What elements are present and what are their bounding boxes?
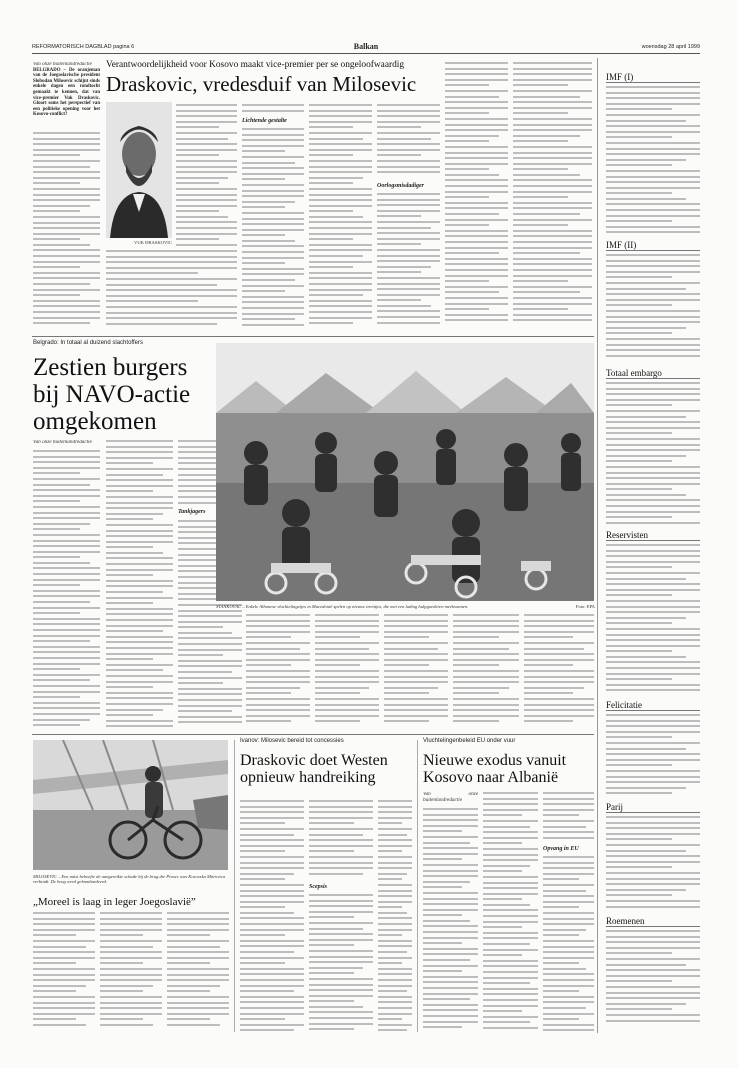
article5-text-col3a <box>543 792 594 842</box>
brief-title: Totaal embargo <box>606 368 700 379</box>
brief-reservisten <box>606 530 700 694</box>
article1-text-col3b <box>242 128 304 328</box>
article1-headline: Draskovic, vredesduif van Milosevic <box>106 72 417 96</box>
article3-photo-caption: MILOSEVIC – Een mùsi behoefte de aangereikte schade bij de brug die Prosec was Kosovska Mitrovica verbindt. De brug werd gebombardeerd. <box>33 874 226 885</box>
brief-title: IMF (I) <box>606 72 700 83</box>
article2-subhead: Tankjagers <box>178 509 206 515</box>
brief-title: Reservisten <box>606 530 700 541</box>
article2-text-col6 <box>384 614 448 728</box>
news-briefs-sidebar <box>597 58 701 1033</box>
article5-section-label: Vluchtelingenbeleid EU onder vuur <box>423 738 516 744</box>
article2-text-col7 <box>453 614 519 728</box>
article5-kicker: Van onze buitenlandredactie <box>423 792 478 803</box>
brief-felicitatie <box>606 700 700 798</box>
column-rule <box>234 740 235 1032</box>
brief-imf-2 <box>606 240 700 362</box>
article2-kicker: Van onze buitenlandredactie <box>33 440 92 445</box>
article4-text-col2b <box>309 894 373 1032</box>
article1-subhead-2: Oorlogsmisdadiger <box>377 183 425 189</box>
brief-text <box>606 714 700 798</box>
masthead-left: REFORMATORISCH DAGBLAD pagina 6 <box>32 44 135 50</box>
article4-text-col2a <box>309 800 373 880</box>
cyclist-bridge-photo <box>33 740 228 870</box>
brief-text <box>606 382 700 526</box>
article1-text-col5b <box>377 193 440 328</box>
article1-text-col2a <box>176 104 237 246</box>
article3-headline: „Moreel is laag in leger Joegoslavië” <box>33 896 196 908</box>
article2-text-col1 <box>33 450 100 728</box>
refugee-children-photo <box>216 343 594 601</box>
article5-subhead: Opvang in EU <box>543 846 579 852</box>
article5-text-col2 <box>483 792 538 1032</box>
brief-text <box>606 544 700 694</box>
brief-title: Parij <box>606 802 700 813</box>
divider <box>32 336 594 337</box>
article1-text-col6 <box>445 62 508 328</box>
article1-text-col2b <box>106 250 237 328</box>
article1-text-col4 <box>309 104 372 328</box>
article1-photo-caption: VUK DRASKOVIC <box>134 240 172 245</box>
divider <box>32 734 594 735</box>
article1-subhead-1: Lichtende gestalte <box>242 118 287 124</box>
article2-headline: Zestien burgers bij NAVO-actie omgekomen <box>33 354 191 435</box>
article4-headline: Draskovic doet Westen opnieuw handreiking <box>240 752 388 786</box>
article3-text-col3 <box>167 912 229 1032</box>
brief-title: Roemenen <box>606 916 700 927</box>
article4-subhead: Scepsis <box>309 884 327 890</box>
article3-text-col1 <box>33 912 95 1032</box>
brief-text <box>606 930 700 1026</box>
column-rule <box>417 740 418 1032</box>
article1-text-col3a <box>242 104 304 116</box>
article1-deck: Verantwoordelijkheid voor Kosovo maakt vice-premier per se ongeloofwaardig <box>106 60 405 70</box>
article2-text-col2 <box>106 440 173 728</box>
article5-kicker-block <box>423 792 478 803</box>
article2-text-col8 <box>524 614 594 728</box>
masthead-date: woensdag 28 april 1999 <box>641 44 700 50</box>
masthead <box>32 42 700 54</box>
article2-photo-caption: STANKOVAC – Enkele Albanese vluchtelingetjes in Macedonië spelen op nieuwe treintjes, die met een lading hulpgoederen meekwamen. <box>216 604 469 609</box>
brief-title: IMF (II) <box>606 240 700 251</box>
article2-kicker-block <box>33 440 100 446</box>
article3-text-col2 <box>100 912 162 1032</box>
article5-text-col3b <box>543 856 594 1032</box>
brief-title: Felicitatie <box>606 700 700 711</box>
article5-headline: Nieuwe exodus vanuit Kosovo naar Albanië <box>423 752 567 786</box>
brief-embargo <box>606 368 700 526</box>
article1-kicker: Van onze buitenlandredactie <box>33 62 92 67</box>
brief-text <box>606 86 700 236</box>
brief-text <box>606 254 700 362</box>
brief-roemenen <box>606 916 700 1026</box>
brief-text <box>606 816 700 912</box>
brief-imf-1 <box>606 72 700 236</box>
brief-parij <box>606 802 700 912</box>
article2-text-col4 <box>246 614 310 728</box>
article1-lede: BELGRADO – De oranjeman van de Joegoslavische president Slobodan Milosevic schijnt sinds enkele dagen een rondtocht gemaakt te kennen, dat van vice-premier Vuk Draskovic. Gloort soms het perspectief van een politieke opening voor het Kosovo-conflict? <box>33 67 100 118</box>
article4-section-label: Ivanov: Milosevic bereid tot concessies <box>240 738 344 744</box>
article4-text-col1 <box>240 800 304 1032</box>
article2-photo-credit: Foto: EPA <box>575 604 595 609</box>
article1-lede-block <box>33 62 100 118</box>
article2-section-label: Belgrado: In totaal al duizend slachtoffers <box>33 340 143 346</box>
article4-text-col3 <box>378 800 412 1032</box>
article2-text-col5 <box>315 614 379 728</box>
draskovic-portrait <box>106 102 172 238</box>
article1-text-col1 <box>33 132 100 328</box>
article5-text-col1 <box>423 808 478 1032</box>
section-title: Balkan <box>353 42 379 51</box>
article1-text-col7 <box>513 62 592 328</box>
article1-text-col5a <box>377 104 440 180</box>
